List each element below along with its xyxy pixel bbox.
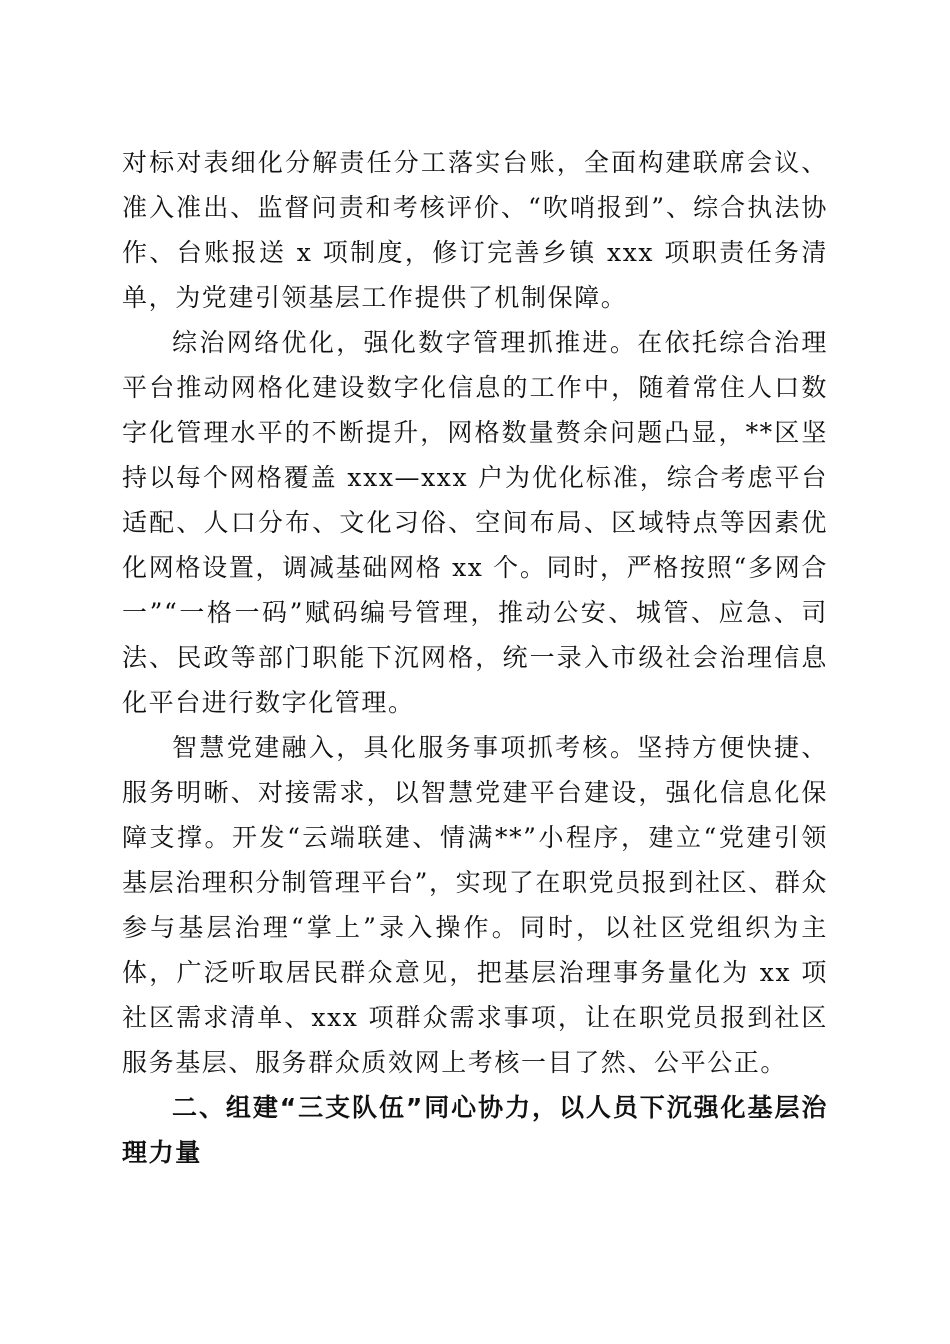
paragraph-smart-party-building: 智慧党建融入，具化服务事项抓考核。坚持方便快捷、服务明晰、对接需求，以智慧党建平台建设，强化信息化保障支撑。开发“云端联建、情满**”小程序，建立“党建引领基层治理积分制管理平台”，实现了在职党员报到社区、群众参与基层治理“掌上”录入操作。同时，以社区党组织为主体，广泛听取居民群众意见，把基层治理事务量化为 xx 项社区需求清单、xxx 项群众需求事项，让在职党员报到社区服务基层、服务群众质效网上考核一目了然、公平公正。 xyxy=(122,733,828,1077)
paragraph-grid-optimization: 综治网络优化，强化数字管理抓推进。在依托综合治理平台推动网格化建设数字化信息的工作中，随着常住人口数字化管理水平的不断提升，网格数量赘余问题凸显，**区坚持以每个网格覆盖 xxx—xxx 户为优化标准，综合考虑平台适配、人口分布、文化习俗、空间布局、区域特点等因素优化网格设置，调减基础网格 xx 个。同时，严格按照“多网合一”“一格一码”赋码编号管理，推动公安、城管、应急、司法、民政等部门职能下沉网格，统一录入市级社会治理信息化平台进行数字化管理。 xyxy=(122,328,828,717)
document-body xyxy=(122,140,828,1175)
paragraph-continuation: 对标对表细化分解责任分工落实台账，全面构建联席会议、准入准出、监督问责和考核评价、“吹哨报到”、综合执法协作、台账报送 x 项制度，修订完善乡镇 xxx 项职责任务清单，为党建引领基层工作提供了机制保障。 xyxy=(122,148,828,312)
section-heading: 二、组建“三支队伍”同心协力，以人员下沉强化基层治理力量 xyxy=(122,1093,828,1167)
